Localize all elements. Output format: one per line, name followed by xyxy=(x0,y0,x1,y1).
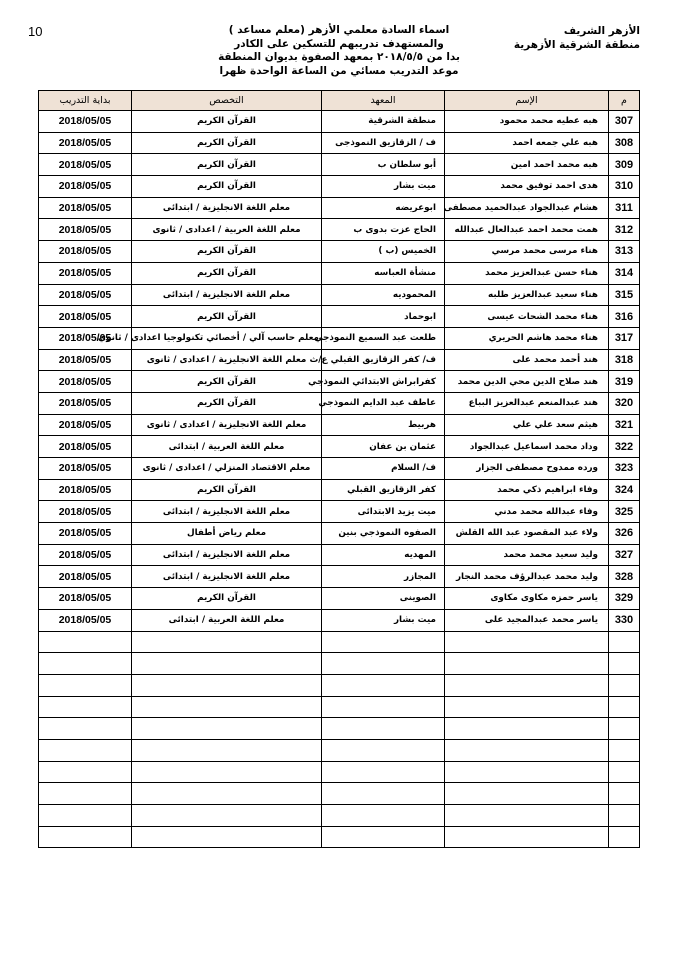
cell-school: الصوينى xyxy=(322,588,445,610)
document-title xyxy=(150,24,528,78)
empty-cell xyxy=(445,783,609,805)
cell-start: 2018/05/05 xyxy=(39,197,132,219)
cell-name: همت محمد احمد عبدالعال عبدالله xyxy=(445,219,609,241)
cell-school: عثمان بن عفان xyxy=(322,436,445,458)
cell-num: 322 xyxy=(609,436,640,458)
cell-school: منطقة الشرقية xyxy=(322,111,445,133)
empty-cell xyxy=(445,674,609,696)
empty-cell xyxy=(445,631,609,653)
cell-specialty: القرآن الكريم xyxy=(132,479,322,501)
empty-cell xyxy=(322,761,445,783)
cell-name: وفاء عبدالله محمد مدني xyxy=(445,501,609,523)
empty-cell xyxy=(39,783,132,805)
empty-cell xyxy=(609,674,640,696)
title-line-3: بدا من ٢٠١٨/٥/٥ بمعهد الصفوة بديوان المنطقة xyxy=(218,51,460,63)
cell-start: 2018/05/05 xyxy=(39,544,132,566)
cell-school: المجازر xyxy=(322,566,445,588)
cell-num: 308 xyxy=(609,132,640,154)
cell-start: 2018/05/05 xyxy=(39,111,132,133)
cell-specialty: معلم اللغة الانجليزية / اعدادى / ثانوى xyxy=(132,414,322,436)
empty-cell xyxy=(445,718,609,740)
cell-specialty: القرآن الكريم xyxy=(132,262,322,284)
cell-name: هند صلاح الدين محي الدين محمد xyxy=(445,371,609,393)
empty-cell xyxy=(445,739,609,761)
cell-school: ميت يزيد الابتدائى xyxy=(322,501,445,523)
empty-cell xyxy=(39,739,132,761)
cell-school: ابوحماد xyxy=(322,306,445,328)
cell-num: 330 xyxy=(609,609,640,631)
org-line-2: منطقة الشرقية الأزهرية xyxy=(513,39,640,51)
empty-cell xyxy=(39,761,132,783)
header-specialty: التخصص xyxy=(132,91,322,111)
empty-cell xyxy=(609,631,640,653)
cell-name: وداد محمد اسماعيل عبدالجواد xyxy=(445,436,609,458)
cell-specialty: القرآن الكريم xyxy=(132,132,322,154)
table-row xyxy=(39,176,640,198)
cell-name: هناء سعيد عبدالعزيز طلبه xyxy=(445,284,609,306)
table-row xyxy=(39,566,640,588)
cell-num: 316 xyxy=(609,306,640,328)
empty-row xyxy=(39,739,640,761)
table-row xyxy=(39,392,640,414)
cell-num: 325 xyxy=(609,501,640,523)
cell-specialty: القرآن الكريم xyxy=(132,588,322,610)
cell-specialty: معلم اللغة العربية / ابتدائى xyxy=(132,436,322,458)
cell-start: 2018/05/05 xyxy=(39,392,132,414)
empty-cell xyxy=(609,718,640,740)
cell-num: 314 xyxy=(609,262,640,284)
empty-cell xyxy=(132,674,322,696)
cell-start: 2018/05/05 xyxy=(39,588,132,610)
cell-name: هدى احمد توفيق محمد xyxy=(445,176,609,198)
title-line-1: اسماء السادة معلمي الأزهر (معلم مساعد ) xyxy=(228,24,450,36)
cell-school: الخميس (ب ) xyxy=(322,241,445,263)
cell-specialty: القرآن الكريم xyxy=(132,306,322,328)
empty-row xyxy=(39,631,640,653)
empty-row xyxy=(39,761,640,783)
header-school: المعهد xyxy=(322,91,445,111)
cell-school: ف/ السلام xyxy=(322,458,445,480)
table-row xyxy=(39,371,640,393)
empty-row xyxy=(39,718,640,740)
empty-cell xyxy=(609,739,640,761)
cell-school: كفرابراش الابتدائي النموذجي xyxy=(322,371,445,393)
cell-school: الصفوه النموذجي بنين xyxy=(322,523,445,545)
empty-cell xyxy=(445,696,609,718)
cell-name: ورده ممدوح مصطفى الجزار xyxy=(445,458,609,480)
empty-cell xyxy=(39,653,132,675)
empty-cell xyxy=(609,805,640,827)
table-row xyxy=(39,284,640,306)
cell-name: هشام عبدالجواد عبدالحميد مصطفى xyxy=(445,197,609,219)
cell-start: 2018/05/05 xyxy=(39,479,132,501)
teachers-table xyxy=(38,90,640,848)
title-line-2: والمستهدف تدريبهم للتسكين على الكادر xyxy=(234,37,444,50)
cell-name: وليد محمد عبدالرؤف محمد النجار xyxy=(445,566,609,588)
table-row xyxy=(39,111,640,133)
cell-start: 2018/05/05 xyxy=(39,566,132,588)
empty-cell xyxy=(132,783,322,805)
empty-row xyxy=(39,805,640,827)
cell-start: 2018/05/05 xyxy=(39,371,132,393)
table-row xyxy=(39,154,640,176)
cell-start: 2018/05/05 xyxy=(39,458,132,480)
cell-num: 323 xyxy=(609,458,640,480)
table-header-row xyxy=(39,91,640,111)
empty-row xyxy=(39,696,640,718)
cell-specialty: معلم اللغة الانجليزية / ابتدائى xyxy=(132,284,322,306)
cell-specialty: معلم اللغة الانجليزية / اعدادى / ثانوى xyxy=(132,349,322,371)
cell-specialty: معلم اللغة الانجليزية / ابتدائى xyxy=(132,544,322,566)
cell-name: هيثم سعد علي علي xyxy=(445,414,609,436)
cell-num: 324 xyxy=(609,479,640,501)
cell-school: هربيط xyxy=(322,414,445,436)
cell-start: 2018/05/05 xyxy=(39,306,132,328)
empty-cell xyxy=(322,826,445,848)
cell-school: كفر الزقازيق القبلي xyxy=(322,479,445,501)
empty-row xyxy=(39,826,640,848)
table-row xyxy=(39,479,640,501)
cell-num: 310 xyxy=(609,176,640,198)
cell-specialty: معلم حاسب آلي / أخصائي تكنولوجيا اعدادى / ثانوي xyxy=(132,327,322,349)
cell-name: هناء حسن عبدالعزيز محمد xyxy=(445,262,609,284)
table-row xyxy=(39,219,640,241)
empty-cell xyxy=(39,631,132,653)
table-row xyxy=(39,241,640,263)
empty-cell xyxy=(132,631,322,653)
table-row xyxy=(39,132,640,154)
cell-num: 317 xyxy=(609,327,640,349)
empty-cell xyxy=(39,805,132,827)
cell-specialty: القرآن الكريم xyxy=(132,241,322,263)
cell-num: 309 xyxy=(609,154,640,176)
empty-cell xyxy=(132,805,322,827)
table-row xyxy=(39,588,640,610)
cell-specialty: القرآن الكريم xyxy=(132,392,322,414)
table-row xyxy=(39,197,640,219)
cell-school: عاطف عبد الدايم النموذجي xyxy=(322,392,445,414)
empty-cell xyxy=(322,653,445,675)
cell-name: وفاء ابراهيم ذكي محمد xyxy=(445,479,609,501)
empty-cell xyxy=(322,674,445,696)
cell-specialty: معلم اللغة الانجليزية / ابتدائى xyxy=(132,501,322,523)
empty-cell xyxy=(609,653,640,675)
cell-specialty: القرآن الكريم xyxy=(132,154,322,176)
empty-cell xyxy=(39,826,132,848)
cell-specialty: القرآن الكريم xyxy=(132,111,322,133)
cell-num: 311 xyxy=(609,197,640,219)
empty-row xyxy=(39,674,640,696)
cell-school: منشأة العباسه xyxy=(322,262,445,284)
empty-cell xyxy=(609,783,640,805)
empty-cell xyxy=(445,761,609,783)
empty-cell xyxy=(322,696,445,718)
empty-cell xyxy=(445,805,609,827)
table-row xyxy=(39,523,640,545)
cell-name: هبه عطيه محمد محمود xyxy=(445,111,609,133)
organization-header xyxy=(514,24,640,52)
header-num: م xyxy=(609,91,640,111)
cell-num: 327 xyxy=(609,544,640,566)
empty-cell xyxy=(609,826,640,848)
table-row xyxy=(39,262,640,284)
table-row xyxy=(39,501,640,523)
cell-name: هند أحمد محمد على xyxy=(445,349,609,371)
header-start: بداية التدريب xyxy=(39,91,132,111)
cell-start: 2018/05/05 xyxy=(39,501,132,523)
cell-start: 2018/05/05 xyxy=(39,132,132,154)
cell-school: طلعت عبد السميع النموذجي xyxy=(322,327,445,349)
empty-cell xyxy=(132,696,322,718)
empty-cell xyxy=(132,826,322,848)
empty-cell xyxy=(132,653,322,675)
cell-start: 2018/05/05 xyxy=(39,219,132,241)
cell-name: هناء مرسى محمد مرسي xyxy=(445,241,609,263)
cell-start: 2018/05/05 xyxy=(39,262,132,284)
empty-row xyxy=(39,783,640,805)
cell-start: 2018/05/05 xyxy=(39,523,132,545)
empty-cell xyxy=(132,761,322,783)
cell-specialty: معلم اللغة العربية / ابتدائى xyxy=(132,609,322,631)
cell-specialty: القرآن الكريم xyxy=(132,371,322,393)
cell-name: هناء محمد الشحات عيسى xyxy=(445,306,609,328)
table-row xyxy=(39,458,640,480)
cell-start: 2018/05/05 xyxy=(39,284,132,306)
cell-specialty: معلم رياض أطفال xyxy=(132,523,322,545)
table-row xyxy=(39,544,640,566)
cell-name: هبه محمد احمد امين xyxy=(445,154,609,176)
cell-school: أبو سلطان ب xyxy=(322,154,445,176)
cell-name: ياسر محمد عبدالمجيد على xyxy=(445,609,609,631)
cell-start: 2018/05/05 xyxy=(39,154,132,176)
org-line-1: الأزهر الشريف xyxy=(563,25,640,37)
cell-name: ولاء عبد المقصود عبد الله القلش xyxy=(445,523,609,545)
cell-name: ياسر حمزه مكاوى مكاوى xyxy=(445,588,609,610)
cell-name: وليد سعيد محمد محمد xyxy=(445,544,609,566)
cell-specialty: معلم اللغة العربية / اعدادى / ثانوى xyxy=(132,219,322,241)
table-row xyxy=(39,414,640,436)
cell-name: هبه علي جمعه احمد xyxy=(445,132,609,154)
table-row xyxy=(39,327,640,349)
empty-cell xyxy=(132,739,322,761)
empty-cell xyxy=(322,739,445,761)
empty-cell xyxy=(322,631,445,653)
cell-specialty: القرآن الكريم xyxy=(132,176,322,198)
empty-cell xyxy=(132,718,322,740)
cell-school: المهديه xyxy=(322,544,445,566)
empty-cell xyxy=(322,718,445,740)
cell-start: 2018/05/05 xyxy=(39,241,132,263)
header-name: الإسم xyxy=(445,91,609,111)
cell-num: 321 xyxy=(609,414,640,436)
cell-school: ميت بشار xyxy=(322,176,445,198)
cell-start: 2018/05/05 xyxy=(39,414,132,436)
cell-num: 329 xyxy=(609,588,640,610)
cell-school: ف / الزقازيق النموذجى xyxy=(322,132,445,154)
cell-specialty: معلم اللغة الانجليزية / ابتدائى xyxy=(132,197,322,219)
table-row xyxy=(39,436,640,458)
cell-num: 326 xyxy=(609,523,640,545)
cell-num: 315 xyxy=(609,284,640,306)
cell-start: 2018/05/05 xyxy=(39,609,132,631)
empty-cell xyxy=(445,653,609,675)
cell-school: ميت بشار xyxy=(322,609,445,631)
empty-cell xyxy=(609,761,640,783)
cell-school: ف/ كفر الزقازيق القبلي ع/ث xyxy=(322,349,445,371)
empty-cell xyxy=(322,805,445,827)
empty-cell xyxy=(39,718,132,740)
cell-num: 318 xyxy=(609,349,640,371)
cell-name: هناء محمد هاشم الحريري xyxy=(445,327,609,349)
empty-cell xyxy=(445,826,609,848)
empty-cell xyxy=(322,783,445,805)
cell-num: 312 xyxy=(609,219,640,241)
title-line-4: موعد التدريب مسائي من الساعة الواحدة ظهرا xyxy=(219,64,459,77)
cell-start: 2018/05/05 xyxy=(39,327,132,349)
table-row xyxy=(39,349,640,371)
cell-start: 2018/05/05 xyxy=(39,176,132,198)
cell-num: 319 xyxy=(609,371,640,393)
cell-start: 2018/05/05 xyxy=(39,436,132,458)
table-row xyxy=(39,306,640,328)
empty-cell xyxy=(39,696,132,718)
cell-school: المحموديه xyxy=(322,284,445,306)
cell-num: 313 xyxy=(609,241,640,263)
cell-num: 307 xyxy=(609,111,640,133)
cell-name: هند عبدالمنعم عبدالعزيز البباع xyxy=(445,392,609,414)
empty-row xyxy=(39,653,640,675)
cell-school: الحاج عزت بدوى ب xyxy=(322,219,445,241)
cell-num: 320 xyxy=(609,392,640,414)
page-number: 10 xyxy=(28,24,43,39)
empty-cell xyxy=(609,696,640,718)
table-row xyxy=(39,609,640,631)
empty-cell xyxy=(39,674,132,696)
cell-num: 328 xyxy=(609,566,640,588)
cell-start: 2018/05/05 xyxy=(39,349,132,371)
cell-school: ابوعريضه xyxy=(322,197,445,219)
cell-specialty: معلم اللغة الانجليزية / ابتدائى xyxy=(132,566,322,588)
cell-specialty: معلم الاقتصاد المنزلي / اعدادى / ثانوى xyxy=(132,458,322,480)
